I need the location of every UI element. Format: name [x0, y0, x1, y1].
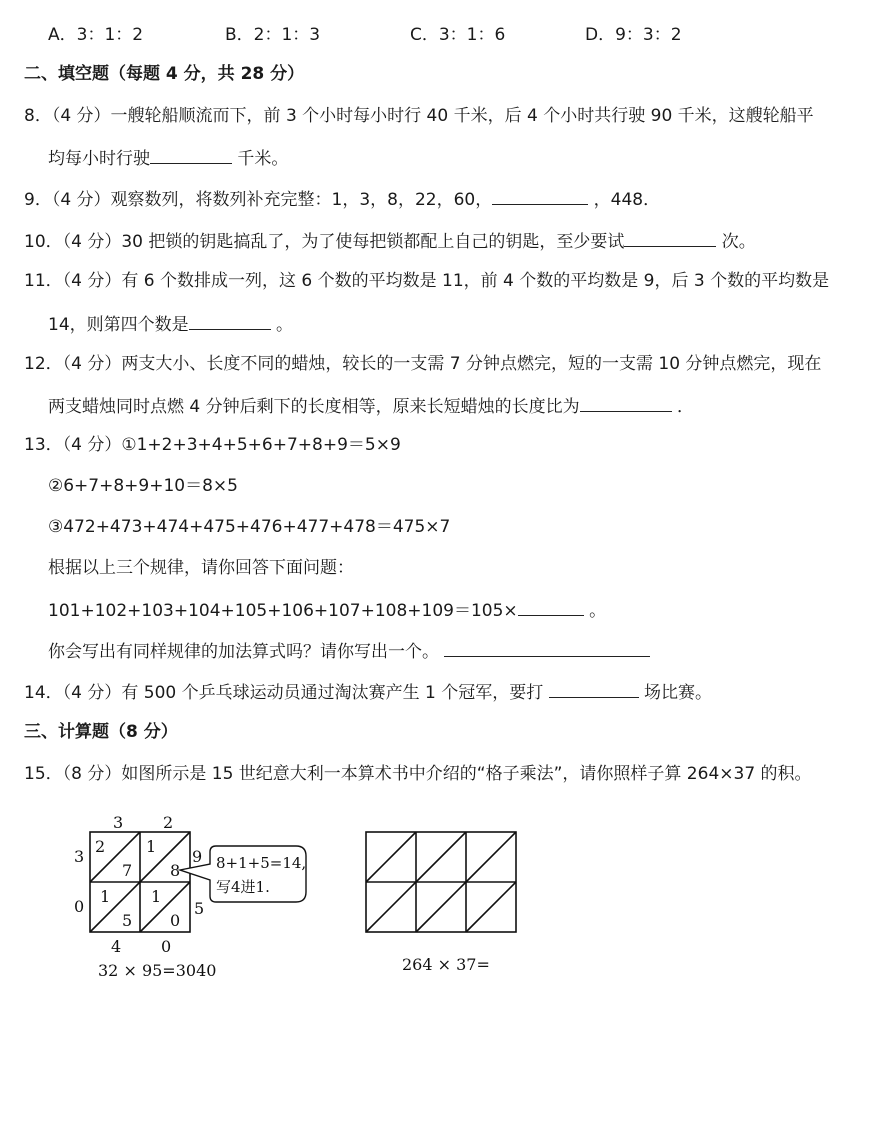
q9: [24, 186, 660, 212]
q8-text-b: 千米。: [237, 149, 289, 169]
q12-text-a: 两支蜡烛同时点燃 4 分钟后剩下的长度相等，原来长短蜡烛的长度比为: [48, 397, 580, 417]
q13-line2: ②6+7+8+9+10＝8×5: [48, 476, 238, 496]
q15: 15．（8 分）如图所示是 15 世纪意大利一本算术书中介绍的“格子乘法”，请你照样子算 264×37 的积。: [24, 764, 812, 784]
q13-text-b: 。: [589, 601, 607, 621]
q14-answer-blank[interactable]: [549, 679, 639, 698]
top-digit: 2: [163, 813, 174, 832]
q13-write-blank[interactable]: [444, 638, 650, 657]
cell-digit: 7: [122, 861, 133, 880]
q13-line1: 13．（4 分）①1+2+3+4+5+6+7+8+9＝5×9: [24, 435, 401, 455]
lattice-exercise-figure: [360, 826, 530, 986]
q10-answer-blank[interactable]: [624, 228, 716, 247]
q12-answer-blank[interactable]: [580, 393, 672, 412]
q9-text-b: ，448．: [593, 190, 661, 210]
lattice-exercise-grid[interactable]: [366, 832, 516, 932]
q14-text-b: 场比赛。: [644, 683, 713, 703]
q12-line1: 12．（4 分）两支大小、长度不同的蜡烛，较长的一支需 7 分钟点燃完，短的一支需 10 分钟点燃完，现在: [24, 354, 822, 374]
option-d: D．9：3：2: [585, 25, 682, 45]
section-fill-blank-title: 二、填空题（每题 4 分，共 28 分）: [24, 64, 305, 84]
q11-line1: 11．（4 分）有 6 个数排成一列，这 6 个数的平均数是 11，前 4 个数的平均数是 9，后 3 个数的平均数是: [24, 271, 830, 291]
cell-digit: 5: [122, 911, 133, 930]
section-calculation-title: 三、计算题（8 分）: [24, 722, 178, 742]
cell-digit: 1: [146, 837, 157, 856]
q13-answer-blank[interactable]: [518, 597, 584, 616]
q10-text-a: 10．（4 分）30 把锁的钥匙搞乱了，为了使每把锁都配上自己的钥匙，至少要试: [24, 232, 625, 252]
top-digit: 3: [113, 813, 124, 832]
bottom-digit: 4: [111, 937, 122, 956]
cell-digit: 1: [100, 887, 111, 906]
bottom-digit: 0: [161, 937, 172, 956]
q13-line6: [48, 638, 650, 664]
q12-line2: [48, 393, 694, 419]
right-digit: 9: [192, 847, 203, 866]
q13-line4: 根据以上三个规律，请你回答下面问题：: [48, 558, 354, 578]
q8-answer-blank[interactable]: [150, 145, 232, 164]
q13-text-c: 你会写出有同样规律的加法算式吗？请你写出一个。: [48, 642, 439, 662]
cell-digit: 0: [170, 911, 181, 930]
q8-line1: 8．（4 分）一艘轮船顺流而下，前 3 个小时每小时行 40 千米，后 4 个小时共行驶 90 千米，这艘轮船平: [24, 106, 814, 126]
q12-text-b: ．: [677, 397, 695, 417]
bubble-text-2: 写4进1.: [216, 878, 270, 896]
left-digit: 0: [74, 897, 85, 916]
q11-answer-blank[interactable]: [189, 311, 271, 330]
option-c: C．3：1：6: [410, 25, 506, 45]
q11-text-a: 14，则第四个数是: [48, 315, 189, 335]
q11-line2: [48, 311, 293, 337]
q13-text-a: 101+102+103+104+105+106+107+108+109＝105×: [48, 601, 518, 621]
q13-line3: ③472+473+474+475+476+477+478＝475×7: [48, 517, 451, 537]
lattice-example-figure: [60, 808, 350, 998]
right-digit: 5: [194, 899, 205, 918]
option-b: B．2：1：3: [225, 25, 321, 45]
q13-line5: [48, 597, 606, 623]
q9-text-a: 9．（4 分）观察数列，将数列补充完整：1，3，8，22，60，: [24, 190, 493, 210]
q9-answer-blank[interactable]: [492, 186, 588, 205]
cell-digit: 8: [170, 861, 181, 880]
exercise-caption: 264 × 37=: [402, 955, 490, 974]
q10-text-b: 次。: [721, 232, 756, 252]
left-digit: 3: [74, 847, 85, 866]
cell-digit: 2: [95, 837, 106, 856]
cell-digit: 1: [151, 887, 162, 906]
example-caption: 32 × 95=3040: [98, 961, 217, 980]
q10: [24, 228, 756, 254]
q8-text-a: 均每小时行驶: [48, 149, 150, 169]
q14: [24, 679, 712, 705]
q11-text-b: 。: [276, 315, 294, 335]
option-a: A．3：1：2: [48, 25, 144, 45]
q8-line2: [48, 145, 288, 171]
q14-text-a: 14．（4 分）有 500 个乒乓球运动员通过淘汰赛产生 1 个冠军，要打: [24, 683, 544, 703]
bubble-text-1: 8+1+5=14,: [216, 854, 307, 872]
